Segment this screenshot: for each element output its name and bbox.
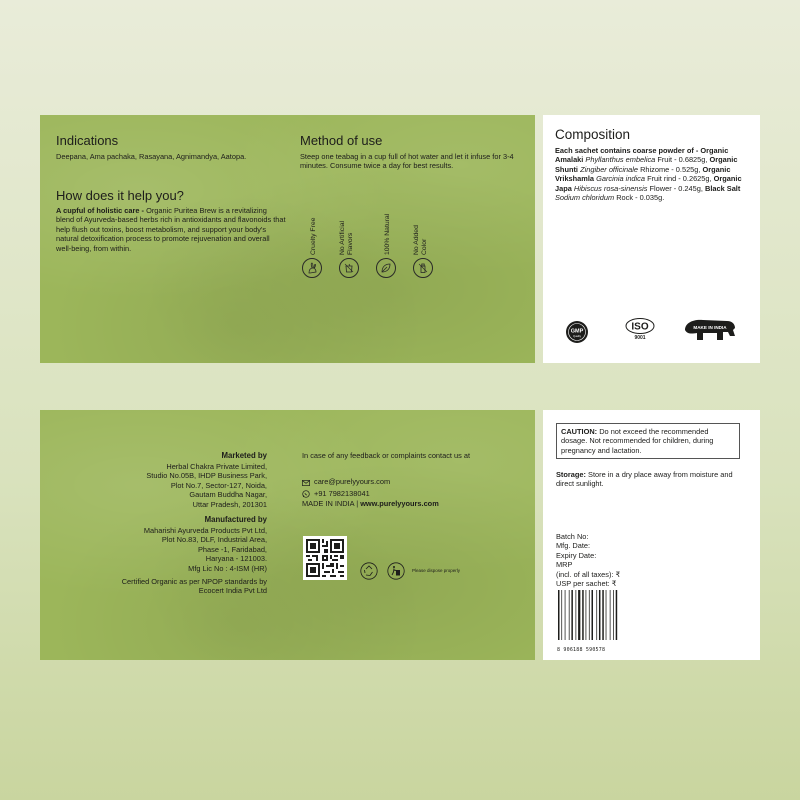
address-line: Maharishi Ayurveda Products Pvt Ltd,	[143, 526, 267, 535]
manufactured-by-address	[77, 526, 267, 573]
claim-no-artificial-flavors	[339, 195, 375, 255]
gmp-label: GMP	[570, 328, 584, 335]
address-line: Mfg Lic No : 4-ISM (HR)	[188, 563, 267, 573]
leaf-icon	[376, 258, 396, 278]
how-help-text	[56, 206, 286, 253]
made-in-india-text	[302, 499, 439, 508]
recycle-icon	[360, 562, 378, 585]
cup-icon	[339, 258, 359, 278]
ingredient-name: Organic Vrikshamla	[555, 164, 731, 184]
claim-100-natural	[380, 195, 412, 255]
ingredient-part: Rock - 0.035g.	[616, 193, 665, 203]
certification-line: Certified Organic as per NPOP standards by	[121, 577, 267, 586]
composition-intro: Each sachet contains coarse powder of -	[555, 146, 699, 155]
website-link[interactable]: www.purelyyours.com	[360, 499, 439, 508]
address-line: Plot No.83, DLF, Industrial Area,	[161, 535, 267, 545]
how-help-lead: A cupful of holistic care -	[56, 206, 145, 215]
address-line: Uttar Pradesh, 201301	[192, 499, 267, 509]
how-help-heading: How does it help you?	[56, 188, 184, 203]
method-heading: Method of use	[300, 133, 383, 148]
composition-panel	[543, 115, 760, 363]
indications-heading: Indications	[56, 133, 119, 148]
barcode-icon	[557, 590, 621, 653]
email-link[interactable]: care@purelyyours.com	[314, 477, 391, 487]
composition-heading: Composition	[555, 127, 631, 142]
back-info-panel	[40, 410, 535, 660]
storage-text	[556, 470, 751, 489]
address-line: Studio No.05B, IHDP Business Park,	[146, 471, 267, 481]
caution-label: CAUTION:	[561, 427, 598, 436]
ingredient-part: Fruit rind - 0.2625g,	[647, 174, 712, 184]
certification-text	[77, 577, 267, 596]
address-line: Gautam Buddha Nagar,	[189, 490, 267, 500]
storage-body: Store in a dry place away from moisture and direct sunlight.	[556, 470, 733, 489]
front-info-panel	[40, 115, 535, 363]
address-line: Herbal Chakra Private Limited,	[166, 462, 267, 471]
batch-line: USP per sachet: ₹	[556, 579, 617, 589]
batch-line: MRP	[556, 560, 573, 570]
how-help-body: Organic Puritea Brew is a revitalizing blend of Ayurveda-based herbs rich in antioxidants and flavonoids that help flush out toxins, boost metabolism, and support your body's natural detoxification process to promote rejuvenation and overall well-being, from within.	[56, 206, 286, 253]
method-text: Steep one teabag in a cup full of hot water and let it infuse for 3-4 minutes. Consume twice a day for best results.	[300, 152, 514, 171]
barcode-number: 8 906188 590578	[557, 647, 606, 653]
marketed-by-heading: Marketed by	[221, 451, 267, 460]
batch-line: Mfg. Date:	[556, 541, 591, 551]
marketed-by-address	[77, 462, 267, 509]
claim-label: No Artificial Flavors	[339, 221, 354, 255]
storage-label: Storage:	[556, 470, 586, 479]
claim-cruelty-free	[306, 195, 338, 255]
batch-line: Expiry Date:	[556, 550, 597, 560]
ingredient-latin: Hibiscus rosa-sinensis	[573, 183, 648, 193]
gmp-badge-icon	[565, 320, 589, 349]
iso-label: ISO	[631, 321, 649, 333]
color-bottle-icon	[413, 258, 433, 278]
claim-no-added-color	[413, 195, 449, 255]
iso-sub-label: 9001	[634, 335, 646, 340]
claim-label: No Added Color	[413, 225, 428, 255]
batch-line: (incl. of all taxes): ₹	[556, 569, 621, 579]
iso-badge-icon	[625, 318, 655, 345]
address-line: Phase -1, Faridabad,	[197, 544, 267, 554]
qr-code-icon[interactable]	[303, 536, 347, 580]
certification-line: Ecocert India Pvt Ltd	[198, 586, 267, 596]
ingredient-latin: Sodium chloridum	[555, 193, 615, 203]
phone-number[interactable]: +91 7982138041	[314, 489, 370, 499]
ingredient-part: Flower - 0.245g,	[649, 183, 703, 193]
ingredient-latin: Zingiber officinale	[580, 164, 638, 174]
ingredient-name: Organic Shunti	[555, 155, 738, 174]
ingredient-latin: Garcinia indica	[596, 174, 645, 184]
ingredient-name: Organic Japa	[555, 174, 742, 193]
rabbit-icon	[302, 258, 322, 278]
composition-text	[555, 146, 755, 202]
manufactured-by-heading: Manufactured by	[204, 515, 267, 524]
claim-label: 100% Natural	[384, 213, 391, 255]
dispose-properly-icon	[387, 562, 405, 585]
make-in-india-lion-icon	[683, 318, 737, 349]
address-line: Haryana - 121003.	[205, 554, 267, 564]
caution-text: Do not exceed the recommended dosage. Not recommended for children, during pregnancy and lactation.	[561, 427, 714, 455]
batch-line: Batch No:	[556, 532, 589, 541]
batch-details	[556, 532, 676, 588]
ingredient-latin: Phyllanthus embelica	[585, 155, 656, 165]
feedback-text: In case of any feedback or complaints contact us at	[302, 451, 471, 460]
ingredient-part: Fruit - 0.6825g,	[657, 155, 708, 165]
indications-text: Deepana, Ama pachaka, Rasayana, Agnimandya, Aatopa.	[56, 152, 247, 161]
dispose-text: Please dispose properly	[412, 568, 461, 573]
claim-label: Cruelty Free	[310, 217, 317, 255]
address-line: Plot No.7, Sector-127, Noida,	[170, 480, 267, 490]
make-in-india-label: MAKE IN INDIA	[693, 325, 727, 330]
caution-panel	[543, 410, 760, 660]
gmp-sub-label: Quality	[572, 335, 582, 338]
made-in-label: MADE IN INDIA |	[302, 499, 361, 508]
caution-box	[556, 423, 740, 459]
ingredient-part: Rhizome - 0.525g,	[640, 164, 701, 174]
ingredient-name: Black Salt	[704, 183, 741, 193]
ingredient-name: Organic Amalaki	[555, 146, 729, 165]
